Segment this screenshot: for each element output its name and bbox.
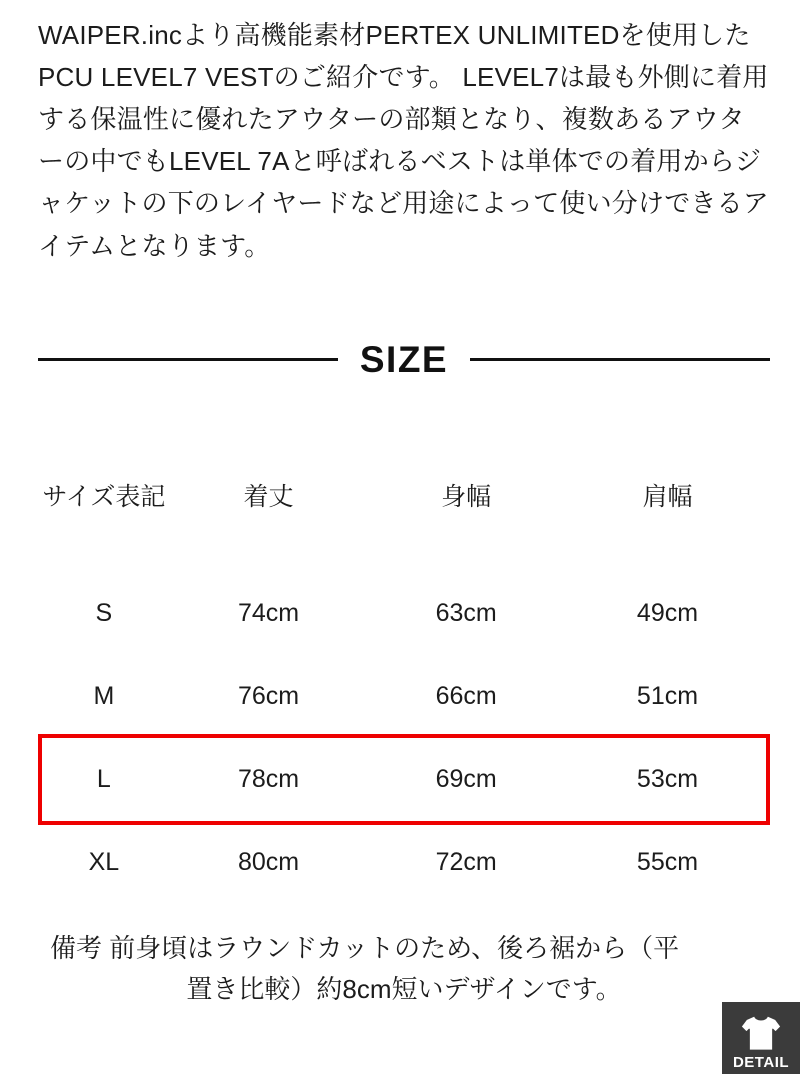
cell-width: 69cm [435, 764, 497, 793]
cell-length: 80cm [237, 847, 300, 876]
cell-shoulder: 53cm [636, 764, 699, 793]
heading-rule-left [38, 358, 338, 361]
cell-size: L [96, 764, 111, 793]
table-row [38, 655, 770, 738]
size-section-heading [38, 338, 770, 380]
cell-width: 66cm [435, 681, 497, 710]
cell-size: M [93, 681, 115, 710]
cell-size: S [95, 598, 113, 627]
table-header-row [38, 422, 770, 572]
table-row [38, 572, 770, 655]
column-header-shoulder: 肩幅 [642, 482, 693, 511]
size-note-line1: 備考 前身頃はラウンドカットのため、後ろ裾から（平 [50, 932, 680, 963]
size-note [38, 928, 770, 1011]
cell-width: 72cm [435, 847, 497, 876]
column-header-length: 着丈 [243, 482, 294, 511]
cell-length: 78cm [237, 764, 300, 793]
cell-shoulder: 51cm [636, 681, 699, 710]
table-row [38, 821, 770, 904]
heading-rule-right [470, 358, 770, 361]
detail-badge-label: DETAIL [732, 1054, 790, 1071]
cell-shoulder: 49cm [636, 598, 699, 627]
cell-shoulder: 55cm [636, 847, 699, 876]
size-table-body [38, 572, 770, 904]
cell-size: XL [88, 847, 120, 876]
tshirt-icon [739, 1013, 783, 1053]
intro-paragraph: WAIPER.incより高機能素材PERTEX UNLIMITEDを使用したPCU LEVEL7 VESTのご紹介です。 LEVEL7は最も外側に着用する保温性に優れたアウターの部類となり、複数あるアウターの中でもLEVEL 7Aと呼ばれるベストは単体での着用からジャケットの下のレイヤードなど用途によって使い分けできるアイテムとなります。 [38, 20, 770, 261]
size-heading-label: SIZE [359, 338, 449, 380]
cell-length: 74cm [237, 598, 300, 627]
size-table-head [38, 422, 770, 572]
table-row-highlighted [38, 738, 770, 821]
column-header-width: 身幅 [441, 482, 492, 511]
cell-width: 63cm [435, 598, 497, 627]
size-table [38, 422, 770, 904]
cell-length: 76cm [237, 681, 300, 710]
column-header-size: サイズ表記 [42, 482, 166, 511]
detail-badge[interactable] [722, 1002, 800, 1074]
size-note-line2: 置き比較）約8cm短いデザインです。 [186, 974, 622, 1005]
